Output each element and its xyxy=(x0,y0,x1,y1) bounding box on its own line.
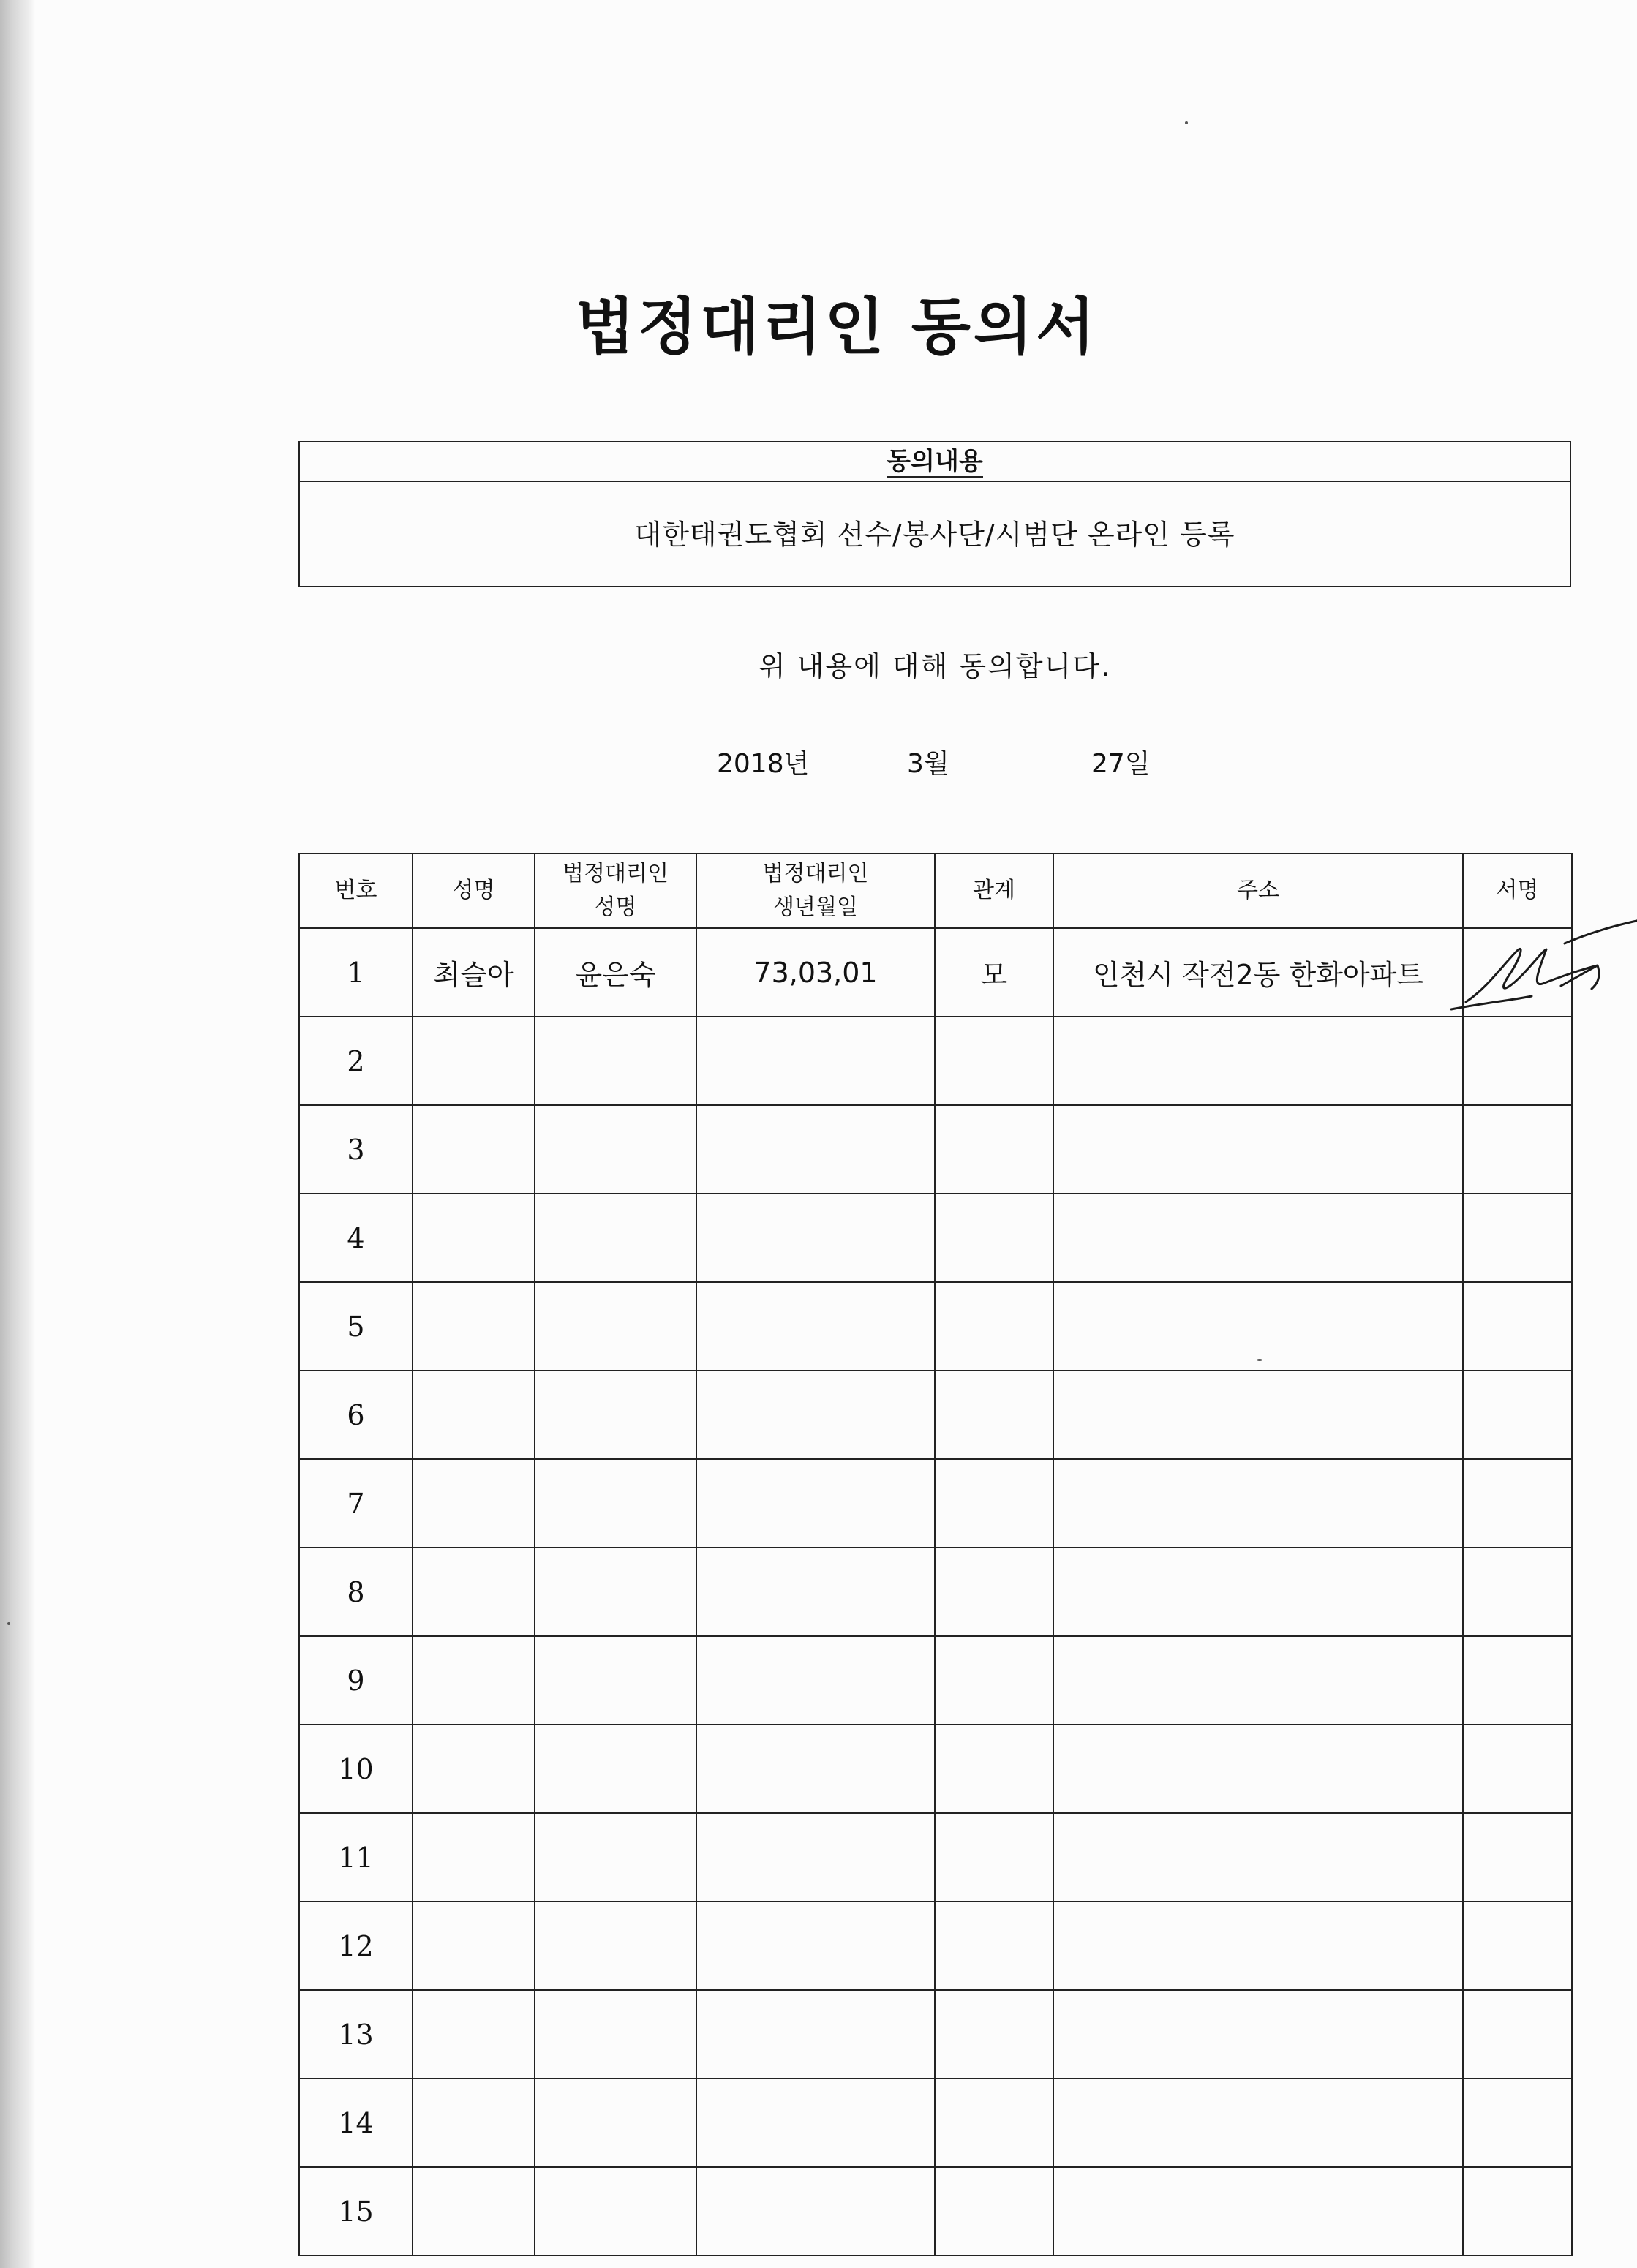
table-row xyxy=(299,2079,1572,2167)
cell-guardian-birth xyxy=(696,1017,935,1105)
header-guardian-birth xyxy=(696,854,935,928)
cell-relation xyxy=(935,1902,1053,1990)
cell-name xyxy=(413,1017,535,1105)
cell-name xyxy=(413,1194,535,1282)
cell-name xyxy=(413,2079,535,2167)
cell-address: 인천시 작전2동 한화아파트 xyxy=(1053,928,1463,1017)
cell-number: 5 xyxy=(299,1282,413,1371)
cell-guardian-name xyxy=(535,2167,696,2256)
table-row xyxy=(299,1902,1572,1990)
table-row xyxy=(299,1636,1572,1725)
table-row xyxy=(299,1725,1572,1813)
cell-number: 13 xyxy=(299,1990,413,2079)
table-row xyxy=(299,1194,1572,1282)
scan-speck xyxy=(7,1622,10,1625)
cell-name xyxy=(413,1105,535,1194)
cell-guardian-name xyxy=(535,1459,696,1548)
header-relation: 관계 xyxy=(935,854,1053,928)
cell-signature xyxy=(1463,2167,1572,2256)
cell-name xyxy=(413,1282,535,1371)
cell-name xyxy=(413,1813,535,1902)
cell-relation xyxy=(935,1990,1053,2079)
cell-guardian-birth xyxy=(696,1725,935,1813)
cell-guardian-birth: 73,03,01 xyxy=(696,928,935,1017)
handwritten-signature xyxy=(1422,907,1637,1024)
date-year: 2018년 xyxy=(717,749,810,779)
cell-name xyxy=(413,1548,535,1636)
cell-address xyxy=(1053,1282,1463,1371)
cell-number: 8 xyxy=(299,1548,413,1636)
cell-number: 15 xyxy=(299,2167,413,2256)
cell-relation: 모 xyxy=(935,928,1053,1017)
cell-number: 2 xyxy=(299,1017,413,1105)
consent-body-text: 대한태권도협회 선수/봉사단/시범단 온라인 등록 xyxy=(634,519,1235,551)
cell-signature xyxy=(1463,1017,1572,1105)
cell-guardian-name xyxy=(535,1371,696,1459)
header-guardian-name-line1: 법정대리인 xyxy=(562,861,669,886)
cell-guardian-birth xyxy=(696,1459,935,1548)
cell-address xyxy=(1053,2079,1463,2167)
scan-speck xyxy=(1185,121,1188,124)
cell-signature xyxy=(1463,1194,1572,1282)
cell-relation xyxy=(935,1017,1053,1105)
cell-signature xyxy=(1463,1371,1572,1459)
cell-signature xyxy=(1463,1548,1572,1636)
cell-relation xyxy=(935,1548,1053,1636)
cell-guardian-birth xyxy=(696,1371,935,1459)
table-row xyxy=(299,1990,1572,2079)
cell-guardian-birth xyxy=(696,1813,935,1902)
consent-content-box xyxy=(298,441,1571,587)
table-row xyxy=(299,1282,1572,1371)
cell-name xyxy=(413,1990,535,2079)
cell-guardian-name xyxy=(535,1725,696,1813)
cell-signature xyxy=(1463,1990,1572,2079)
cell-guardian-birth xyxy=(696,1282,935,1371)
cell-signature xyxy=(1463,1813,1572,1902)
cell-guardian-birth xyxy=(696,2079,935,2167)
header-guardian-birth-line1: 법정대리인 xyxy=(762,861,869,886)
cell-signature xyxy=(1463,1282,1572,1371)
cell-guardian-name xyxy=(535,1813,696,1902)
cell-relation xyxy=(935,2079,1053,2167)
cell-relation xyxy=(935,1459,1053,1548)
cell-guardian-name xyxy=(535,1990,696,2079)
cell-relation xyxy=(935,1813,1053,1902)
cell-signature xyxy=(1463,1105,1572,1194)
cell-address xyxy=(1053,1194,1463,1282)
cell-number: 12 xyxy=(299,1902,413,1990)
document-title: 법정대리인 동의서 xyxy=(575,291,1099,363)
cell-relation xyxy=(935,1194,1053,1282)
cell-number: 3 xyxy=(299,1105,413,1194)
cell-address xyxy=(1053,1813,1463,1902)
cell-name: 최슬아 xyxy=(413,928,535,1017)
cell-guardian-name xyxy=(535,2079,696,2167)
cell-guardian-name xyxy=(535,1548,696,1636)
header-guardian-name-line2: 성명 xyxy=(594,894,637,920)
cell-guardian-birth xyxy=(696,1548,935,1636)
table-row xyxy=(299,1813,1572,1902)
cell-address xyxy=(1053,1017,1463,1105)
cell-guardian-name xyxy=(535,1636,696,1725)
header-address: 주소 xyxy=(1053,854,1463,928)
cell-address xyxy=(1053,2167,1463,2256)
cell-address xyxy=(1053,1902,1463,1990)
cell-number: 7 xyxy=(299,1459,413,1548)
cell-guardian-birth xyxy=(696,2167,935,2256)
cell-address xyxy=(1053,1371,1463,1459)
cell-address xyxy=(1053,1636,1463,1725)
cell-guardian-name xyxy=(535,1902,696,1990)
cell-relation xyxy=(935,1371,1053,1459)
consent-header xyxy=(300,442,1570,482)
cell-signature xyxy=(1463,1725,1572,1813)
table-row xyxy=(299,1017,1572,1105)
cell-guardian-name xyxy=(535,1282,696,1371)
cell-guardian-name xyxy=(535,1017,696,1105)
agreement-statement: 위 내용에 대해 동의합니다. xyxy=(758,650,1112,682)
header-guardian-birth-line2: 생년월일 xyxy=(773,894,858,920)
date-day: 27일 xyxy=(1091,749,1151,779)
cell-guardian-birth xyxy=(696,1902,935,1990)
cell-number: 9 xyxy=(299,1636,413,1725)
table-row xyxy=(299,1371,1572,1459)
cell-signature xyxy=(1463,2079,1572,2167)
cell-name xyxy=(413,1725,535,1813)
cell-address xyxy=(1053,1548,1463,1636)
table-row xyxy=(299,928,1572,1017)
cell-relation xyxy=(935,1636,1053,1725)
cell-number: 1 xyxy=(299,928,413,1017)
cell-relation xyxy=(935,2167,1053,2256)
cell-relation xyxy=(935,1725,1053,1813)
cell-guardian-name: 윤은숙 xyxy=(535,928,696,1017)
table-body xyxy=(299,928,1572,2256)
cell-guardian-birth xyxy=(696,1990,935,2079)
table-row xyxy=(299,2167,1572,2256)
cell-name xyxy=(413,1636,535,1725)
header-number: 번호 xyxy=(299,854,413,928)
cell-guardian-birth xyxy=(696,1194,935,1282)
header-signature: 서명 xyxy=(1463,854,1572,928)
cell-address xyxy=(1053,1105,1463,1194)
cell-address xyxy=(1053,1459,1463,1548)
cell-name xyxy=(413,1902,535,1990)
table-row xyxy=(299,1105,1572,1194)
cell-signature xyxy=(1463,1636,1572,1725)
cell-number: 10 xyxy=(299,1725,413,1813)
cell-signature xyxy=(1463,1902,1572,1990)
cell-guardian-name xyxy=(535,1105,696,1194)
cell-name xyxy=(413,1459,535,1548)
guardian-roster-table xyxy=(298,853,1573,2256)
table-row xyxy=(299,1459,1572,1548)
cell-address xyxy=(1053,1990,1463,2079)
cell-guardian-birth xyxy=(696,1105,935,1194)
cell-number: 6 xyxy=(299,1371,413,1459)
header-name: 성명 xyxy=(413,854,535,928)
cell-name xyxy=(413,1371,535,1459)
table-header-row xyxy=(299,854,1572,928)
table-row xyxy=(299,1548,1572,1636)
cell-guardian-name xyxy=(535,1194,696,1282)
header-guardian-name xyxy=(535,854,696,928)
cell-name xyxy=(413,2167,535,2256)
cell-number: 11 xyxy=(299,1813,413,1902)
cell-guardian-birth xyxy=(696,1636,935,1725)
cell-signature xyxy=(1463,1459,1572,1548)
cell-relation xyxy=(935,1282,1053,1371)
cell-number: 14 xyxy=(299,2079,413,2167)
cell-address xyxy=(1053,1725,1463,1813)
cell-relation xyxy=(935,1105,1053,1194)
date-month: 3월 xyxy=(907,749,949,779)
consent-header-label: 동의내용 xyxy=(887,447,983,476)
cell-number: 4 xyxy=(299,1194,413,1282)
